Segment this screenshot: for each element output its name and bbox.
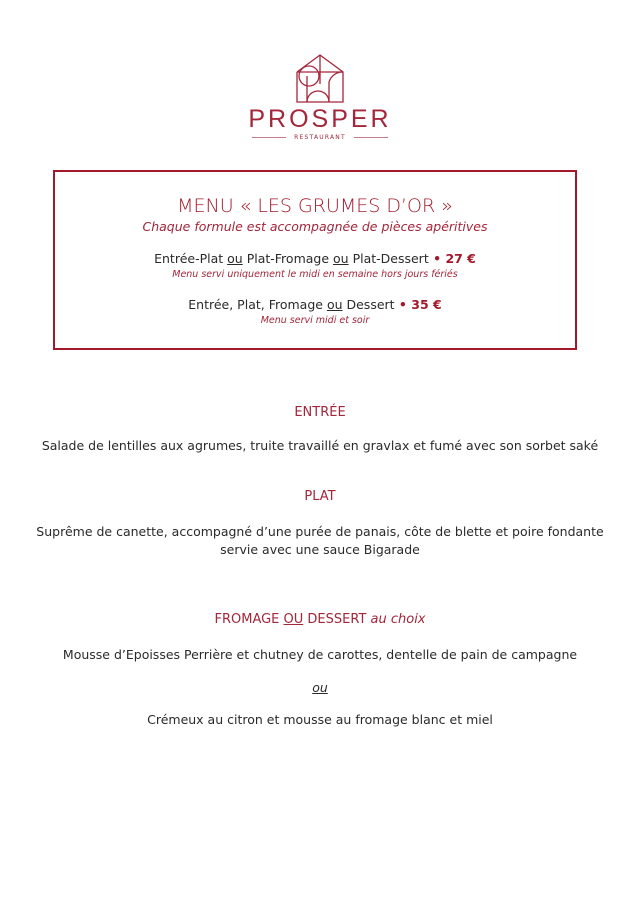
or-text: ou [326, 297, 343, 312]
title-text: FROMAGE [214, 612, 284, 627]
formula-35 [55, 297, 575, 313]
choice-text: au choix [370, 612, 426, 627]
menu-title: MENU « LES GRUMES D’OR » [177, 195, 453, 217]
menu-formula-box [53, 170, 577, 350]
formula-27 [55, 251, 575, 267]
formula-text: Dessert [342, 297, 395, 312]
separator: • [428, 251, 446, 266]
dish-line: servie avec une sauce Bigarade [220, 542, 420, 557]
or-text: ou [227, 251, 243, 266]
formula-text: Plat-Fromage [242, 251, 334, 266]
dish: Salade de lentilles aux agrumes, truite travaillé en gravlax et fumé avec son sorbet saké [41, 438, 599, 453]
separator: • [394, 297, 412, 312]
formula-note: Menu servi midi et soir [260, 315, 370, 326]
brand-subtitle-text: RESTAURANT [294, 134, 346, 141]
section-title: ENTRÉE [294, 405, 346, 420]
divider [354, 137, 388, 138]
house-monogram-icon [295, 52, 345, 104]
brand-subtitle [0, 134, 640, 141]
or-text: ou [333, 251, 349, 266]
or-separator: ou [312, 680, 328, 695]
restaurant-logo [0, 52, 640, 141]
price: 35 € [411, 297, 442, 312]
formula-text: Entrée-Plat [154, 251, 228, 266]
or-text: OU [283, 612, 304, 627]
title-text: DESSERT [303, 612, 371, 627]
price: 27 € [445, 251, 476, 266]
formula-text: Entrée, Plat, Fromage [188, 297, 327, 312]
dish-option: Mousse d’Epoisses Perrière et chutney de carottes, dentelle de pain de campagne [62, 647, 578, 662]
section-title: PLAT [304, 489, 336, 504]
dish-option: Crémeux au citron et mousse au fromage blanc et miel [147, 712, 493, 727]
section-plat [0, 489, 640, 559]
formula-text: Plat-Dessert [348, 251, 429, 266]
menu-tagline: Chaque formule est accompagnée de pièces apéritives [142, 219, 488, 234]
section-title [0, 612, 640, 628]
divider [252, 137, 286, 138]
dish-line: Suprême de canette, accompagné d’une purée de panais, côte de blette et poire fondante [36, 524, 604, 539]
brand-name: PROSPER [248, 105, 392, 133]
section-entree [0, 405, 640, 455]
formula-note: Menu servi uniquement le midi en semaine hors jours fériés [172, 269, 458, 280]
section-fromage-dessert [0, 612, 640, 729]
